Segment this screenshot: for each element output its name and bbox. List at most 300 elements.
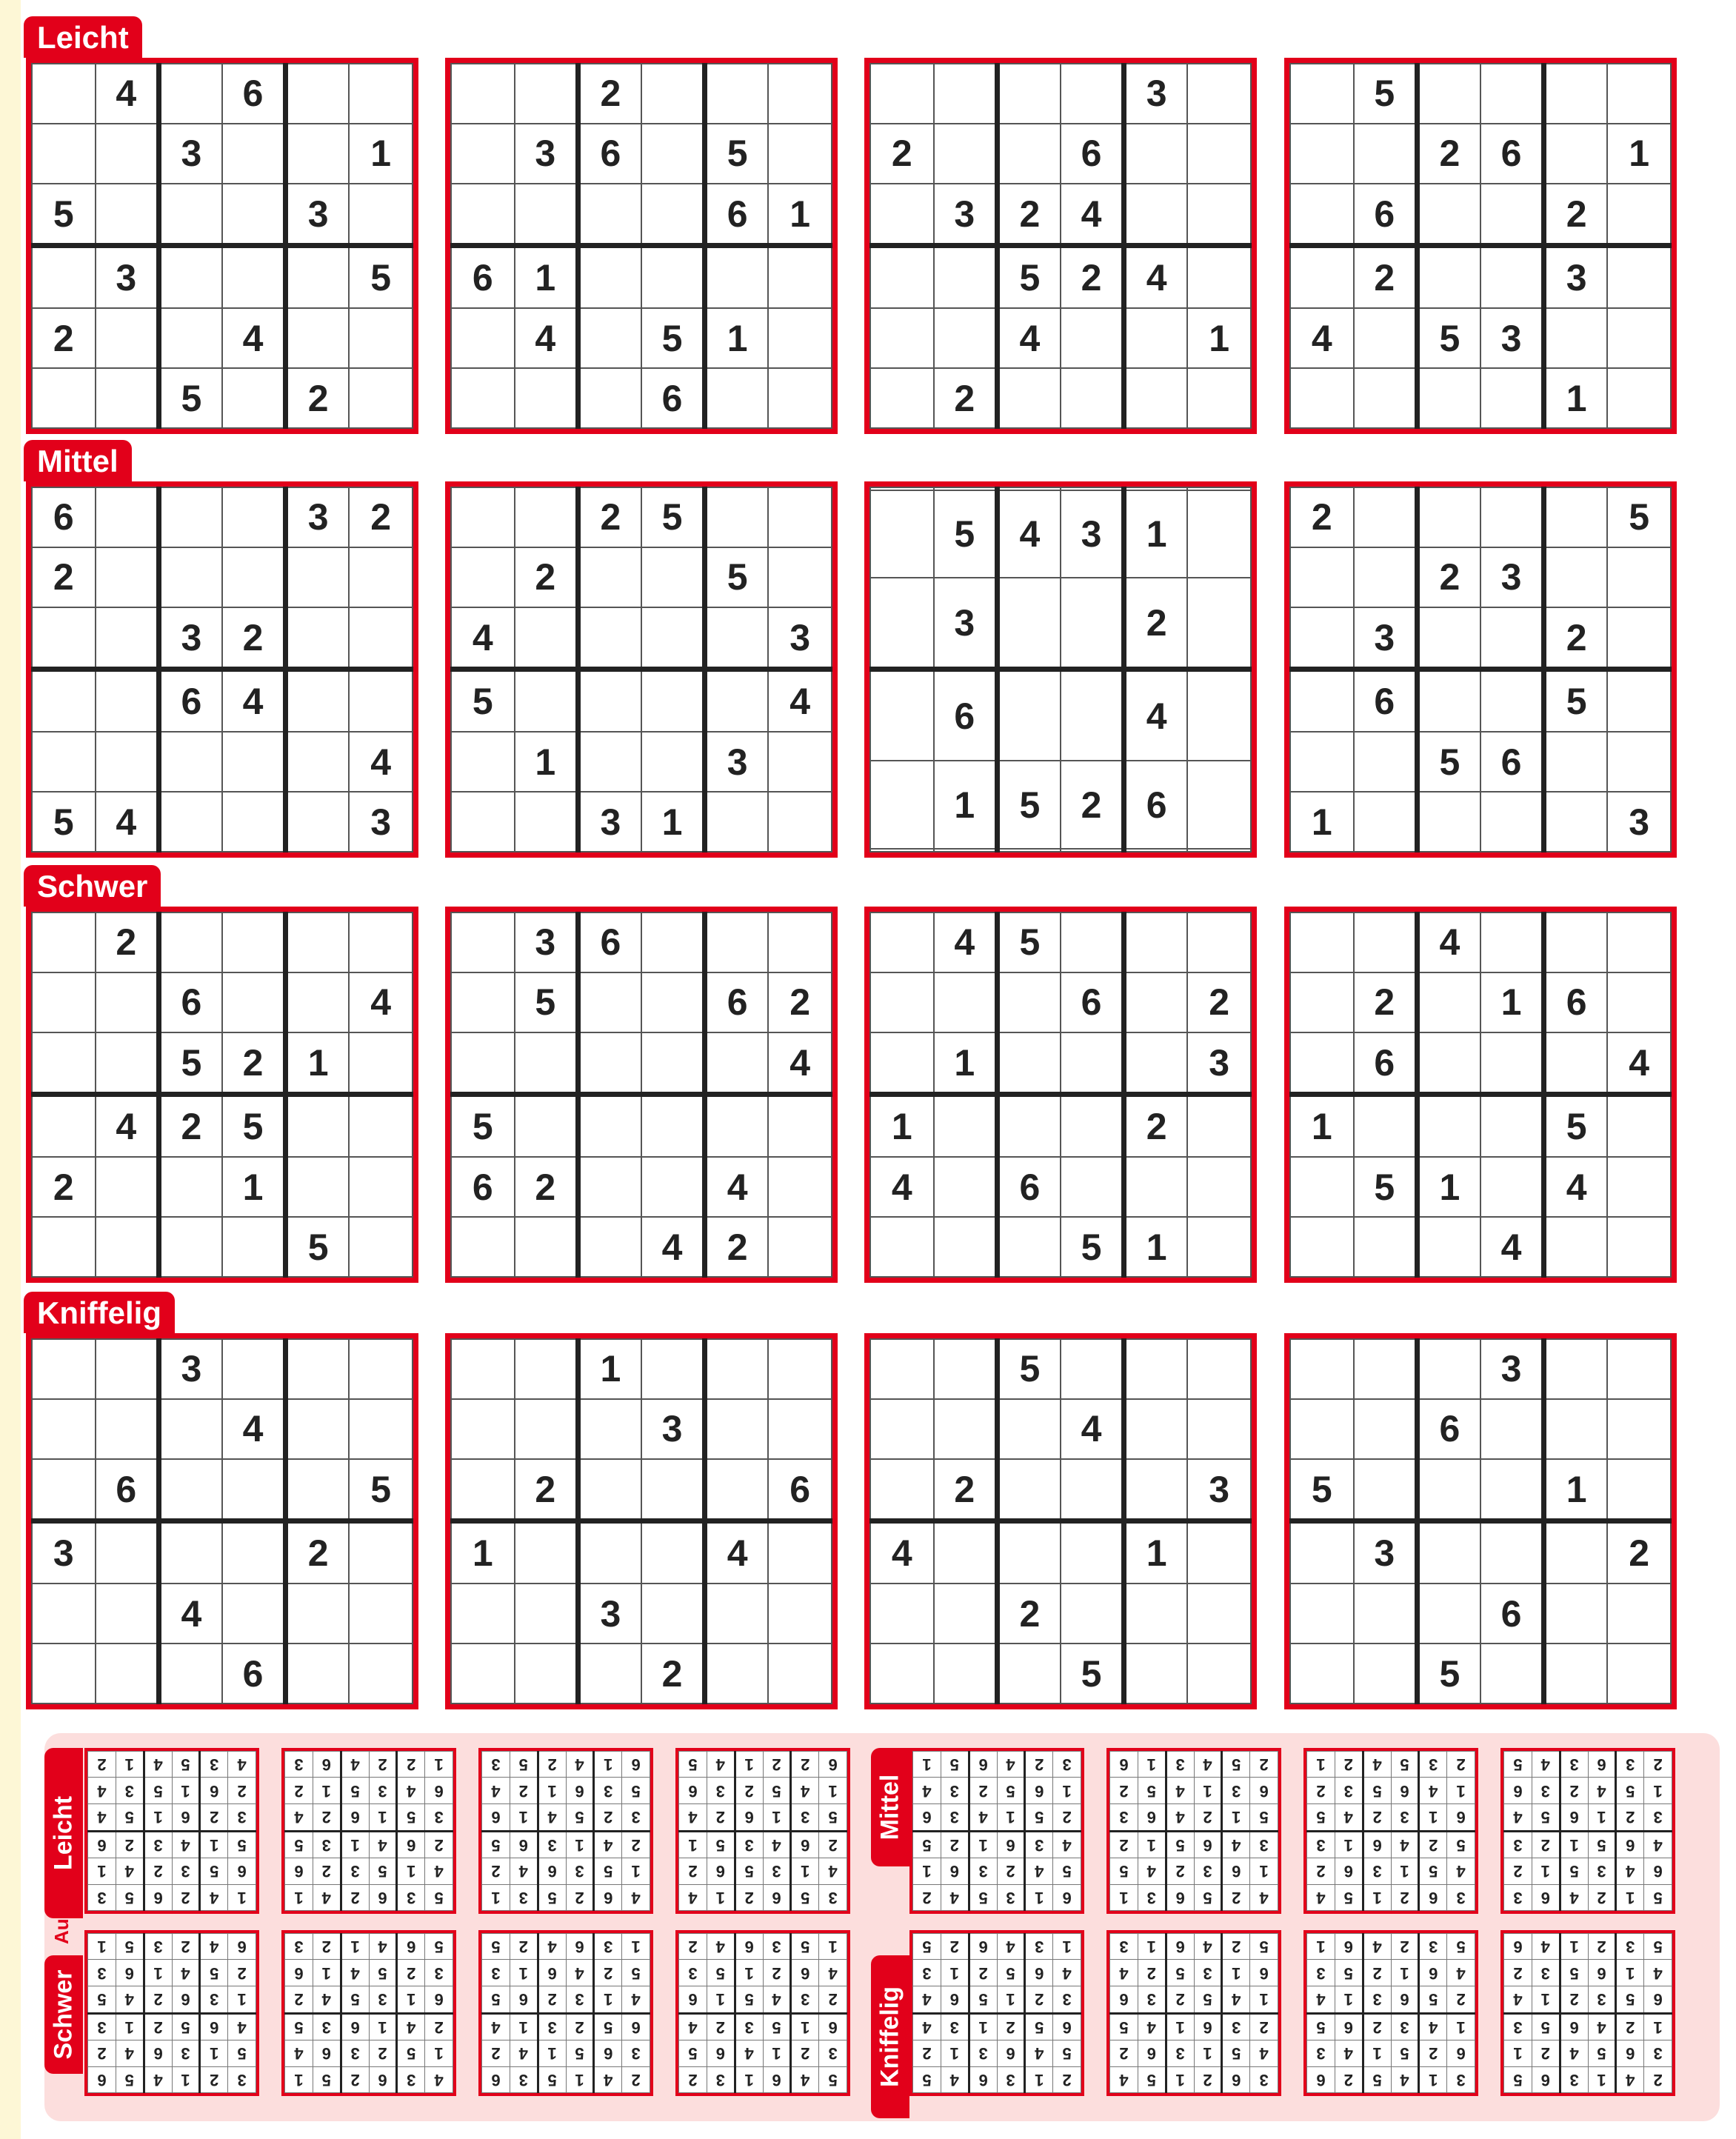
empty-cell[interactable]	[222, 368, 286, 428]
empty-cell[interactable]	[32, 246, 96, 308]
empty-cell[interactable]	[1124, 1339, 1188, 1399]
empty-cell[interactable]	[641, 670, 705, 732]
empty-cell[interactable]	[515, 368, 578, 428]
empty-cell[interactable]	[32, 912, 96, 972]
empty-cell[interactable]	[578, 1521, 641, 1584]
empty-cell[interactable]	[1354, 124, 1418, 184]
empty-cell[interactable]	[1290, 547, 1354, 607]
empty-cell[interactable]	[641, 972, 705, 1032]
empty-cell[interactable]	[641, 1339, 705, 1399]
empty-cell[interactable]	[870, 1459, 934, 1521]
empty-cell[interactable]	[349, 1032, 413, 1095]
empty-cell[interactable]	[451, 308, 515, 368]
empty-cell[interactable]	[1544, 1644, 1608, 1703]
empty-cell[interactable]	[222, 792, 286, 852]
empty-cell[interactable]	[1544, 64, 1608, 124]
empty-cell[interactable]	[349, 1339, 413, 1399]
empty-cell[interactable]	[1061, 1157, 1124, 1217]
empty-cell[interactable]	[32, 1095, 96, 1157]
empty-cell[interactable]	[1187, 184, 1251, 246]
empty-cell[interactable]	[768, 792, 832, 852]
empty-cell[interactable]	[578, 670, 641, 732]
empty-cell[interactable]	[1417, 1095, 1480, 1157]
empty-cell[interactable]	[578, 184, 641, 246]
empty-cell[interactable]	[222, 1584, 286, 1644]
empty-cell[interactable]	[1124, 1459, 1188, 1521]
empty-cell[interactable]	[1544, 1521, 1608, 1584]
empty-cell[interactable]	[1124, 1644, 1188, 1703]
empty-cell[interactable]	[1544, 1339, 1608, 1399]
empty-cell[interactable]	[451, 64, 515, 124]
empty-cell[interactable]	[1607, 547, 1671, 607]
empty-cell[interactable]	[1187, 761, 1251, 849]
empty-cell[interactable]	[1061, 1095, 1124, 1157]
empty-cell[interactable]	[1290, 732, 1354, 792]
empty-cell[interactable]	[1607, 1217, 1671, 1277]
empty-cell[interactable]	[997, 1095, 1061, 1157]
empty-cell[interactable]	[1187, 1157, 1251, 1217]
empty-cell[interactable]	[768, 487, 832, 547]
empty-cell[interactable]	[349, 308, 413, 368]
empty-cell[interactable]	[1607, 1644, 1671, 1703]
empty-cell[interactable]	[1607, 64, 1671, 124]
empty-cell[interactable]	[934, 308, 998, 368]
empty-cell[interactable]	[349, 912, 413, 972]
empty-cell[interactable]	[286, 1339, 350, 1399]
empty-cell[interactable]	[870, 1217, 934, 1277]
empty-cell[interactable]	[1544, 1217, 1608, 1277]
empty-cell[interactable]	[1417, 184, 1480, 246]
empty-cell[interactable]	[32, 1584, 96, 1644]
empty-cell[interactable]	[515, 184, 578, 246]
empty-cell[interactable]	[870, 184, 934, 246]
empty-cell[interactable]	[96, 184, 159, 246]
empty-cell[interactable]	[1124, 124, 1188, 184]
empty-cell[interactable]	[870, 972, 934, 1032]
empty-cell[interactable]	[32, 124, 96, 184]
empty-cell[interactable]	[1480, 1032, 1544, 1095]
empty-cell[interactable]	[158, 1399, 222, 1459]
empty-cell[interactable]	[705, 1644, 769, 1703]
empty-cell[interactable]	[1290, 1032, 1354, 1095]
empty-cell[interactable]	[32, 1217, 96, 1277]
empty-cell[interactable]	[934, 1339, 998, 1399]
empty-cell[interactable]	[768, 1399, 832, 1459]
empty-cell[interactable]	[1354, 1644, 1418, 1703]
empty-cell[interactable]	[997, 1217, 1061, 1277]
empty-cell[interactable]	[997, 670, 1061, 761]
empty-cell[interactable]	[1544, 792, 1608, 852]
empty-cell[interactable]	[1354, 368, 1418, 428]
empty-cell[interactable]	[158, 184, 222, 246]
empty-cell[interactable]	[1290, 124, 1354, 184]
empty-cell[interactable]	[515, 1095, 578, 1157]
empty-cell[interactable]	[934, 246, 998, 308]
empty-cell[interactable]	[1544, 1584, 1608, 1644]
empty-cell[interactable]	[1290, 184, 1354, 246]
empty-cell[interactable]	[870, 490, 934, 578]
empty-cell[interactable]	[1417, 1339, 1480, 1399]
empty-cell[interactable]	[768, 308, 832, 368]
empty-cell[interactable]	[705, 1095, 769, 1157]
empty-cell[interactable]	[96, 732, 159, 792]
empty-cell[interactable]	[451, 1217, 515, 1277]
empty-cell[interactable]	[158, 732, 222, 792]
empty-cell[interactable]	[349, 368, 413, 428]
empty-cell[interactable]	[96, 1157, 159, 1217]
empty-cell[interactable]	[222, 1217, 286, 1277]
empty-cell[interactable]	[158, 1157, 222, 1217]
empty-cell[interactable]	[349, 1157, 413, 1217]
empty-cell[interactable]	[1187, 1217, 1251, 1277]
empty-cell[interactable]	[1607, 607, 1671, 670]
empty-cell[interactable]	[997, 1521, 1061, 1584]
empty-cell[interactable]	[934, 1644, 998, 1703]
empty-cell[interactable]	[158, 1644, 222, 1703]
empty-cell[interactable]	[1187, 912, 1251, 972]
empty-cell[interactable]	[451, 732, 515, 792]
empty-cell[interactable]	[641, 1157, 705, 1217]
empty-cell[interactable]	[286, 1644, 350, 1703]
empty-cell[interactable]	[1354, 912, 1418, 972]
empty-cell[interactable]	[1124, 1157, 1188, 1217]
empty-cell[interactable]	[641, 184, 705, 246]
empty-cell[interactable]	[349, 547, 413, 607]
empty-cell[interactable]	[96, 124, 159, 184]
empty-cell[interactable]	[349, 607, 413, 670]
empty-cell[interactable]	[451, 1644, 515, 1703]
empty-cell[interactable]	[32, 368, 96, 428]
empty-cell[interactable]	[96, 1644, 159, 1703]
empty-cell[interactable]	[451, 972, 515, 1032]
empty-cell[interactable]	[32, 1459, 96, 1521]
empty-cell[interactable]	[286, 1584, 350, 1644]
empty-cell[interactable]	[1061, 368, 1124, 428]
empty-cell[interactable]	[578, 972, 641, 1032]
empty-cell[interactable]	[96, 368, 159, 428]
empty-cell[interactable]	[1061, 670, 1124, 761]
empty-cell[interactable]	[1290, 607, 1354, 670]
empty-cell[interactable]	[96, 670, 159, 732]
empty-cell[interactable]	[1417, 607, 1480, 670]
empty-cell[interactable]	[349, 64, 413, 124]
empty-cell[interactable]	[934, 1157, 998, 1217]
empty-cell[interactable]	[96, 1584, 159, 1644]
empty-cell[interactable]	[286, 1459, 350, 1521]
empty-cell[interactable]	[1354, 732, 1418, 792]
empty-cell[interactable]	[515, 607, 578, 670]
empty-cell[interactable]	[349, 1217, 413, 1277]
empty-cell[interactable]	[1480, 1157, 1544, 1217]
empty-cell[interactable]	[32, 972, 96, 1032]
empty-cell[interactable]	[1187, 1339, 1251, 1399]
empty-cell[interactable]	[1544, 547, 1608, 607]
empty-cell[interactable]	[1290, 1399, 1354, 1459]
empty-cell[interactable]	[705, 1459, 769, 1521]
empty-cell[interactable]	[1354, 792, 1418, 852]
empty-cell[interactable]	[641, 246, 705, 308]
empty-cell[interactable]	[997, 1399, 1061, 1459]
empty-cell[interactable]	[158, 547, 222, 607]
empty-cell[interactable]	[641, 124, 705, 184]
empty-cell[interactable]	[349, 1521, 413, 1584]
empty-cell[interactable]	[1354, 1459, 1418, 1521]
empty-cell[interactable]	[1480, 1095, 1544, 1157]
empty-cell[interactable]	[578, 368, 641, 428]
empty-cell[interactable]	[1607, 368, 1671, 428]
empty-cell[interactable]	[286, 124, 350, 184]
empty-cell[interactable]	[870, 849, 934, 852]
empty-cell[interactable]	[1544, 487, 1608, 547]
empty-cell[interactable]	[286, 792, 350, 852]
empty-cell[interactable]	[1187, 1521, 1251, 1584]
empty-cell[interactable]	[222, 487, 286, 547]
empty-cell[interactable]	[1290, 1157, 1354, 1217]
empty-cell[interactable]	[1417, 792, 1480, 852]
empty-cell[interactable]	[870, 912, 934, 972]
empty-cell[interactable]	[349, 1584, 413, 1644]
empty-cell[interactable]	[158, 912, 222, 972]
empty-cell[interactable]	[1544, 732, 1608, 792]
empty-cell[interactable]	[1290, 1217, 1354, 1277]
empty-cell[interactable]	[641, 64, 705, 124]
empty-cell[interactable]	[641, 1521, 705, 1584]
empty-cell[interactable]	[286, 607, 350, 670]
empty-cell[interactable]	[515, 1217, 578, 1277]
empty-cell[interactable]	[349, 1095, 413, 1157]
empty-cell[interactable]	[1124, 1032, 1188, 1095]
empty-cell[interactable]	[32, 1644, 96, 1703]
empty-cell[interactable]	[705, 1399, 769, 1459]
empty-cell[interactable]	[997, 64, 1061, 124]
empty-cell[interactable]	[451, 1399, 515, 1459]
empty-cell[interactable]	[934, 1584, 998, 1644]
empty-cell[interactable]	[1061, 849, 1124, 852]
empty-cell[interactable]	[1061, 912, 1124, 972]
empty-cell[interactable]	[934, 1521, 998, 1584]
empty-cell[interactable]	[515, 1521, 578, 1584]
empty-cell[interactable]	[1187, 490, 1251, 578]
empty-cell[interactable]	[705, 912, 769, 972]
empty-cell[interactable]	[1290, 670, 1354, 732]
empty-cell[interactable]	[870, 761, 934, 849]
empty-cell[interactable]	[578, 246, 641, 308]
empty-cell[interactable]	[705, 368, 769, 428]
empty-cell[interactable]	[1061, 578, 1124, 669]
empty-cell[interactable]	[1480, 607, 1544, 670]
empty-cell[interactable]	[870, 1644, 934, 1703]
empty-cell[interactable]	[1124, 1399, 1188, 1459]
empty-cell[interactable]	[158, 308, 222, 368]
empty-cell[interactable]	[641, 547, 705, 607]
empty-cell[interactable]	[96, 547, 159, 607]
empty-cell[interactable]	[1187, 1584, 1251, 1644]
empty-cell[interactable]	[451, 487, 515, 547]
empty-cell[interactable]	[1187, 670, 1251, 761]
empty-cell[interactable]	[158, 792, 222, 852]
empty-cell[interactable]	[1480, 1459, 1544, 1521]
empty-cell[interactable]	[934, 1217, 998, 1277]
empty-cell[interactable]	[705, 1032, 769, 1095]
empty-cell[interactable]	[286, 1399, 350, 1459]
empty-cell[interactable]	[1061, 1521, 1124, 1584]
empty-cell[interactable]	[934, 972, 998, 1032]
empty-cell[interactable]	[578, 1095, 641, 1157]
empty-cell[interactable]	[1061, 308, 1124, 368]
empty-cell[interactable]	[1354, 547, 1418, 607]
empty-cell[interactable]	[578, 547, 641, 607]
empty-cell[interactable]	[1354, 1217, 1418, 1277]
empty-cell[interactable]	[158, 64, 222, 124]
empty-cell[interactable]	[32, 670, 96, 732]
empty-cell[interactable]	[349, 1399, 413, 1459]
empty-cell[interactable]	[515, 792, 578, 852]
empty-cell[interactable]	[1417, 1521, 1480, 1584]
empty-cell[interactable]	[870, 1339, 934, 1399]
empty-cell[interactable]	[1124, 368, 1188, 428]
empty-cell[interactable]	[1417, 487, 1480, 547]
empty-cell[interactable]	[578, 732, 641, 792]
empty-cell[interactable]	[870, 64, 934, 124]
empty-cell[interactable]	[451, 912, 515, 972]
empty-cell[interactable]	[222, 246, 286, 308]
empty-cell[interactable]	[705, 792, 769, 852]
empty-cell[interactable]	[286, 308, 350, 368]
empty-cell[interactable]	[934, 64, 998, 124]
empty-cell[interactable]	[768, 64, 832, 124]
empty-cell[interactable]	[515, 1399, 578, 1459]
empty-cell[interactable]	[1124, 184, 1188, 246]
empty-cell[interactable]	[934, 1399, 998, 1459]
empty-cell[interactable]	[222, 912, 286, 972]
empty-cell[interactable]	[768, 1584, 832, 1644]
empty-cell[interactable]	[705, 246, 769, 308]
empty-cell[interactable]	[1187, 1095, 1251, 1157]
empty-cell[interactable]	[578, 607, 641, 670]
empty-cell[interactable]	[1290, 912, 1354, 972]
empty-cell[interactable]	[1480, 368, 1544, 428]
empty-cell[interactable]	[1187, 1399, 1251, 1459]
empty-cell[interactable]	[286, 64, 350, 124]
empty-cell[interactable]	[1061, 64, 1124, 124]
empty-cell[interactable]	[1607, 1095, 1671, 1157]
empty-cell[interactable]	[1290, 1339, 1354, 1399]
empty-cell[interactable]	[1061, 1584, 1124, 1644]
empty-cell[interactable]	[96, 308, 159, 368]
empty-cell[interactable]	[997, 1644, 1061, 1703]
empty-cell[interactable]	[1607, 1339, 1671, 1399]
empty-cell[interactable]	[96, 607, 159, 670]
empty-cell[interactable]	[578, 1032, 641, 1095]
empty-cell[interactable]	[870, 670, 934, 761]
empty-cell[interactable]	[1290, 64, 1354, 124]
empty-cell[interactable]	[578, 1399, 641, 1459]
empty-cell[interactable]	[997, 368, 1061, 428]
empty-cell[interactable]	[768, 732, 832, 792]
empty-cell[interactable]	[1290, 972, 1354, 1032]
empty-cell[interactable]	[1544, 912, 1608, 972]
empty-cell[interactable]	[1544, 308, 1608, 368]
empty-cell[interactable]	[222, 972, 286, 1032]
empty-cell[interactable]	[96, 1217, 159, 1277]
empty-cell[interactable]	[1417, 246, 1480, 308]
empty-cell[interactable]	[1417, 64, 1480, 124]
empty-cell[interactable]	[578, 1644, 641, 1703]
empty-cell[interactable]	[1480, 1399, 1544, 1459]
empty-cell[interactable]	[451, 124, 515, 184]
empty-cell[interactable]	[349, 670, 413, 732]
empty-cell[interactable]	[870, 246, 934, 308]
empty-cell[interactable]	[768, 1644, 832, 1703]
empty-cell[interactable]	[997, 1459, 1061, 1521]
empty-cell[interactable]	[286, 1157, 350, 1217]
empty-cell[interactable]	[934, 1095, 998, 1157]
empty-cell[interactable]	[997, 578, 1061, 669]
empty-cell[interactable]	[1417, 670, 1480, 732]
empty-cell[interactable]	[515, 1584, 578, 1644]
empty-cell[interactable]	[96, 1032, 159, 1095]
empty-cell[interactable]	[705, 64, 769, 124]
empty-cell[interactable]	[768, 124, 832, 184]
empty-cell[interactable]	[515, 64, 578, 124]
empty-cell[interactable]	[870, 1399, 934, 1459]
empty-cell[interactable]	[349, 1644, 413, 1703]
empty-cell[interactable]	[1480, 487, 1544, 547]
empty-cell[interactable]	[997, 124, 1061, 184]
empty-cell[interactable]	[768, 547, 832, 607]
empty-cell[interactable]	[934, 849, 998, 852]
empty-cell[interactable]	[222, 1459, 286, 1521]
empty-cell[interactable]	[1480, 670, 1544, 732]
empty-cell[interactable]	[641, 1032, 705, 1095]
empty-cell[interactable]	[1290, 246, 1354, 308]
empty-cell[interactable]	[641, 1095, 705, 1157]
empty-cell[interactable]	[451, 368, 515, 428]
empty-cell[interactable]	[1354, 1339, 1418, 1399]
empty-cell[interactable]	[578, 1217, 641, 1277]
empty-cell[interactable]	[1607, 732, 1671, 792]
empty-cell[interactable]	[1607, 246, 1671, 308]
empty-cell[interactable]	[1354, 1095, 1418, 1157]
empty-cell[interactable]	[1417, 1459, 1480, 1521]
empty-cell[interactable]	[1124, 1584, 1188, 1644]
empty-cell[interactable]	[515, 1032, 578, 1095]
empty-cell[interactable]	[1124, 849, 1188, 852]
empty-cell[interactable]	[870, 578, 934, 669]
empty-cell[interactable]	[1061, 1459, 1124, 1521]
empty-cell[interactable]	[1187, 578, 1251, 669]
empty-cell[interactable]	[997, 1032, 1061, 1095]
empty-cell[interactable]	[768, 1217, 832, 1277]
empty-cell[interactable]	[1544, 124, 1608, 184]
empty-cell[interactable]	[32, 1399, 96, 1459]
empty-cell[interactable]	[451, 547, 515, 607]
empty-cell[interactable]	[705, 1584, 769, 1644]
empty-cell[interactable]	[222, 184, 286, 246]
empty-cell[interactable]	[1417, 972, 1480, 1032]
empty-cell[interactable]	[870, 308, 934, 368]
empty-cell[interactable]	[1290, 1521, 1354, 1584]
empty-cell[interactable]	[222, 1339, 286, 1399]
empty-cell[interactable]	[1124, 912, 1188, 972]
empty-cell[interactable]	[1061, 1032, 1124, 1095]
empty-cell[interactable]	[997, 972, 1061, 1032]
empty-cell[interactable]	[515, 1339, 578, 1399]
empty-cell[interactable]	[1607, 1399, 1671, 1459]
empty-cell[interactable]	[578, 1459, 641, 1521]
empty-cell[interactable]	[578, 1157, 641, 1217]
empty-cell[interactable]	[1187, 1644, 1251, 1703]
